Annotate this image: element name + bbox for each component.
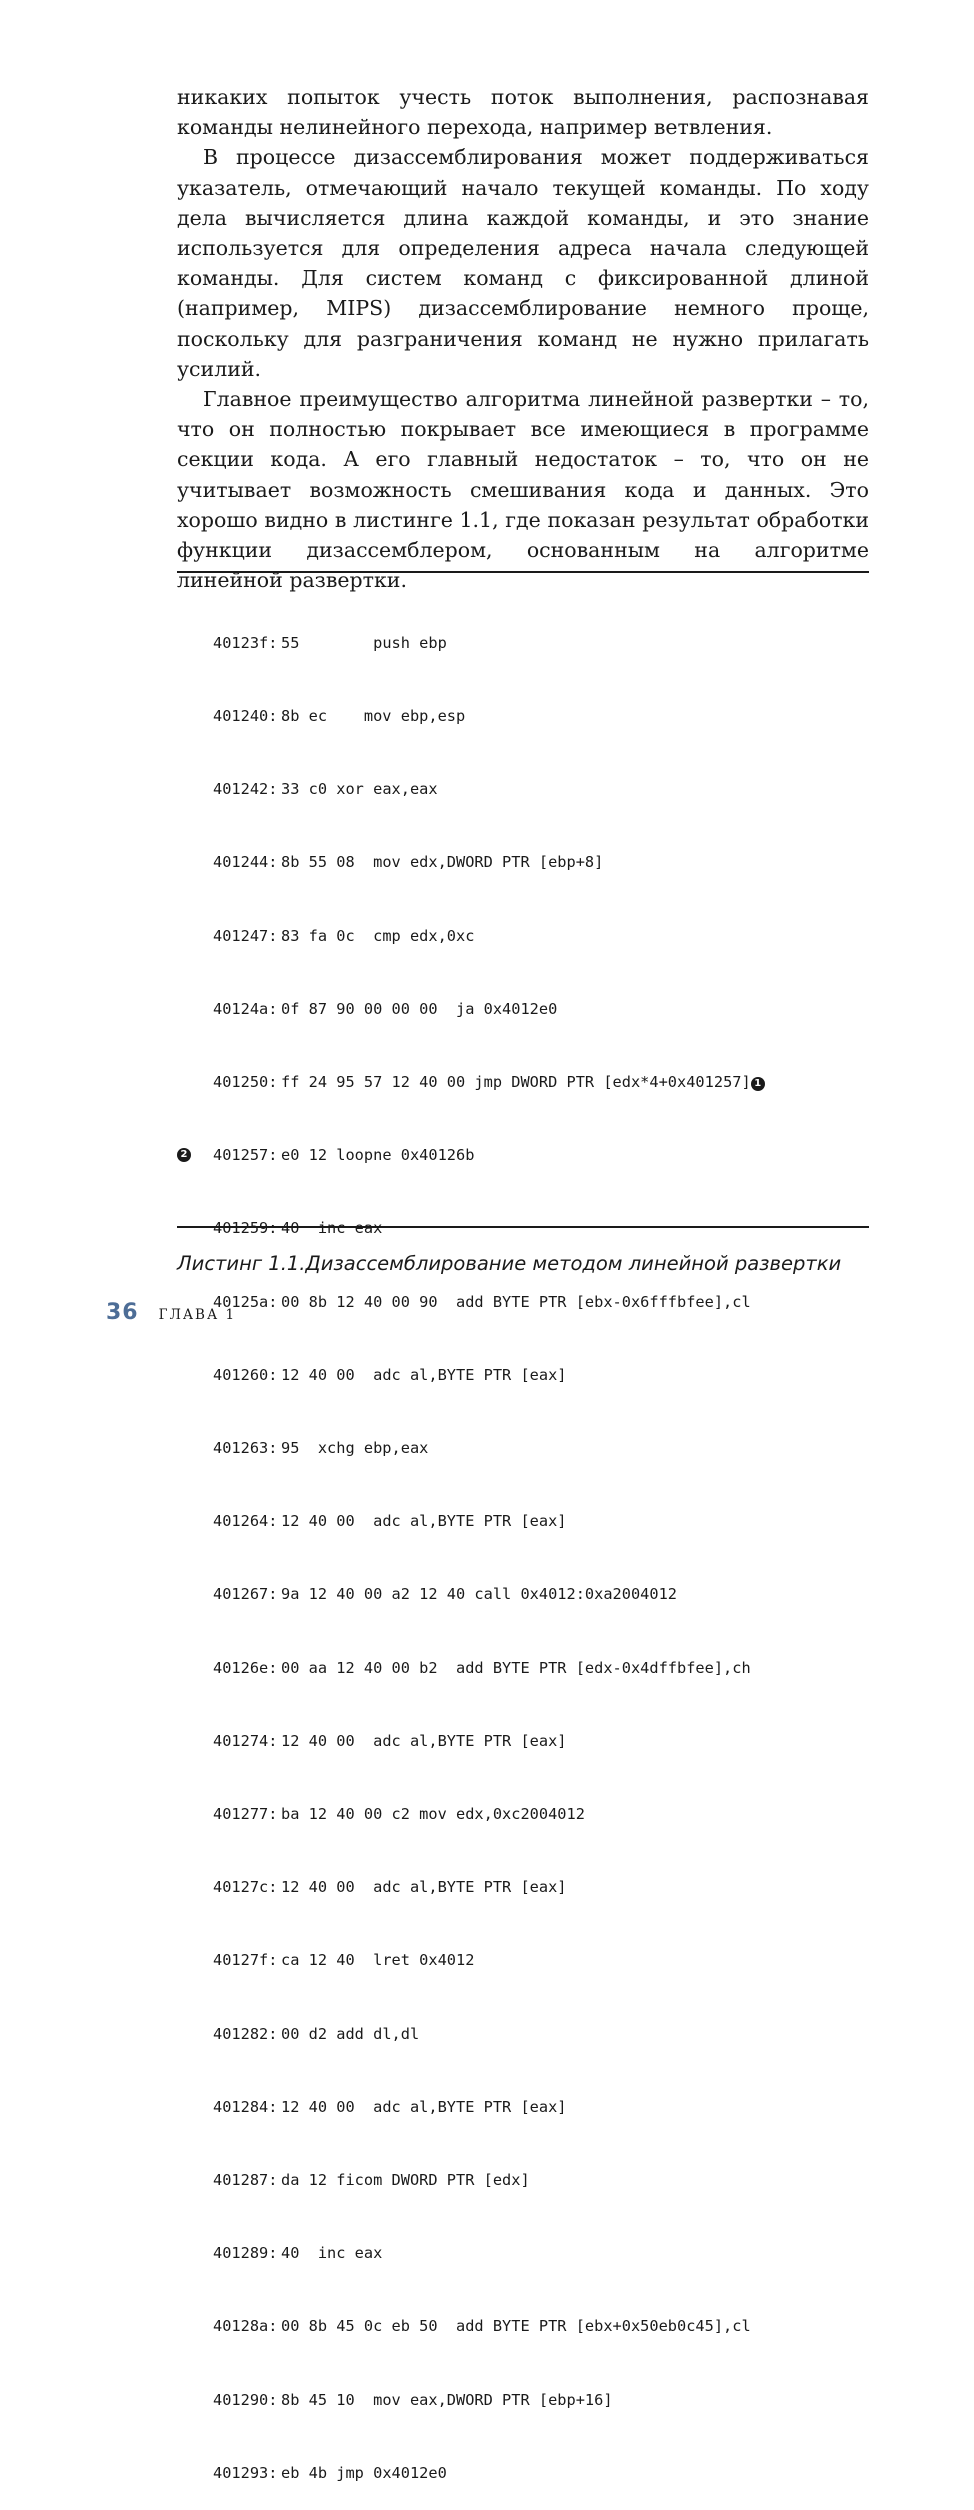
listing-instruction: adc al,BYTE PTR [eax]	[373, 1731, 567, 1750]
listing-bytes: 55	[281, 633, 374, 652]
listing-instruction: ja 0x4012e0	[455, 999, 558, 1018]
listing-bytes: 00 d2	[281, 2024, 337, 2043]
paragraph-2: В процессе дизассемблирования может поддерживаться указатель, отмечающий начало текущей команды. По ходу дела вычисляется длина каждой команды, и это знание используется для определения адреса начала следующей команды. Для систем команд с фиксированной длиной (например, MIPS) дизассемблирование немного проще, поскольку для разграничения команд не нужно прилагать усилий.	[177, 145, 869, 381]
listing-instruction: adc al,BYTE PTR [eax]	[373, 1365, 567, 1384]
listing-bytes: 12 40 00	[281, 1731, 374, 1750]
listing-bytes: 12 40 00	[281, 1878, 374, 1897]
listing-line	[213, 631, 873, 655]
listing-address: 40123f:	[213, 633, 278, 652]
listing-instruction: cmp edx,0xc	[373, 926, 475, 945]
listing-instruction: xchg ebp,eax	[317, 1439, 429, 1458]
listing-bytes: ca 12 40	[281, 1951, 374, 1970]
listing-bytes: e0 12	[281, 1146, 337, 1165]
listing-line	[213, 2168, 873, 2192]
listing-bytes: 00 8b 45 0c eb 50	[281, 2317, 456, 2336]
listing-address: 401284:	[213, 2097, 278, 2116]
listing-address: 40128a:	[213, 2317, 278, 2336]
listing-instruction: jmp DWORD PTR [edx*4+0x401257]	[474, 1073, 751, 1092]
listing-bytes: 12 40 00	[281, 2097, 374, 2116]
listing-instruction: mov edx,DWORD PTR [ebp+8]	[373, 853, 604, 872]
listing-instruction: call 0x4012:0xa2004012	[474, 1585, 678, 1604]
listing-line	[213, 1509, 873, 1533]
paragraph-3: Главное преимущество алгоритма линейной развертки – то, что он полностью покрывает все имеющиеся в программе секции кода. А его главный недостаток – то, что он не учитывает возможность смешивания кода и данных. Это хорошо видно в листинге 1.1, где показан результат обработки функции дизассемблером, основанным на алгоритме линейной развертки.	[177, 387, 869, 593]
listing-instruction: mov eax,DWORD PTR [ebp+16]	[373, 2390, 613, 2409]
listing-instruction: mov ebp,esp	[363, 707, 466, 726]
listing-line	[213, 997, 873, 1021]
listing-address: 401259:	[213, 1219, 278, 1238]
listing-address: 401263:	[213, 1439, 278, 1458]
listing-top-rule	[177, 571, 869, 573]
listing-bytes: 8b 45 10	[281, 2390, 374, 2409]
listing-bytes: 12 40 00	[281, 1512, 374, 1531]
listing-address: 401264:	[213, 1512, 278, 1531]
listing-bytes: 8b 55 08	[281, 853, 374, 872]
listing-line	[213, 2314, 873, 2338]
listing-bytes: 12 40 00	[281, 1365, 374, 1384]
listing-bytes: 00 aa 12 40 00 b2	[281, 1658, 456, 1677]
page-footer	[106, 1300, 236, 1325]
listing-address: 401282:	[213, 2024, 278, 2043]
callout-marker-2: 2	[177, 1148, 191, 1162]
listing-instruction: inc eax	[317, 2244, 383, 2263]
listing-line	[213, 777, 873, 801]
listing-address: 401277:	[213, 1805, 278, 1824]
listing-bytes: 40	[281, 1219, 318, 1238]
listing-address: 401289:	[213, 2244, 278, 2263]
listing-instruction: jmp 0x4012e0	[336, 2463, 447, 2482]
listing-instruction: xor eax,eax	[336, 780, 438, 799]
listing-instruction: adc al,BYTE PTR [eax]	[373, 1878, 567, 1897]
listing-bytes: 95	[281, 1439, 318, 1458]
listing-bottom-rule	[177, 1226, 869, 1228]
listing-address: 401290:	[213, 2390, 278, 2409]
listing-instruction: add BYTE PTR [edx-0x4dffbfee],ch	[455, 1658, 751, 1677]
listing-address: 401287:	[213, 2171, 278, 2190]
listing-caption: Листинг 1.1.Дизассемблирование методом линейной развертки	[177, 1252, 842, 1275]
listing-line	[213, 1656, 873, 1680]
listing-instruction: adc al,BYTE PTR [eax]	[373, 2097, 567, 2116]
listing-address: 401247:	[213, 926, 278, 945]
listing-address: 401242:	[213, 780, 278, 799]
listing-address: 40127c:	[213, 1878, 278, 1897]
listing-bytes: 00 8b 12 40 00 90	[281, 1292, 456, 1311]
listing-bytes: 83 fa 0c	[281, 926, 374, 945]
listing-instruction: add BYTE PTR [ebx-0x6fffbfee],cl	[455, 1292, 751, 1311]
listing-line	[213, 1290, 873, 1314]
listing-bytes: ba 12 40 00 c2	[281, 1805, 420, 1824]
listing-line	[180, 1143, 873, 1167]
listing-bytes: eb 4b	[281, 2463, 337, 2482]
listing-line	[213, 704, 873, 728]
listing-instruction: ficom DWORD PTR [edx]	[336, 2171, 530, 2190]
listing-line	[213, 1070, 873, 1094]
listing-instruction: add BYTE PTR [ebx+0x50eb0c45],cl	[455, 2317, 751, 2336]
listing-instruction: mov edx,0xc2004012	[419, 1805, 585, 1824]
listing-bytes: 9a 12 40 00 a2 12 40	[281, 1585, 475, 1604]
listing-address: 40126e:	[213, 1658, 278, 1677]
listing-address: 40127f:	[213, 1951, 278, 1970]
listing-line	[213, 2388, 873, 2412]
listing-address: 401240:	[213, 707, 278, 726]
listing-address: 401293:	[213, 2463, 278, 2482]
listing-bytes: da 12	[281, 2171, 337, 2190]
listing-bytes: ff 24 95 57 12 40 00	[281, 1073, 475, 1092]
listing-line	[213, 1802, 873, 1826]
listing-instruction: lret 0x4012	[373, 1951, 475, 1970]
listing-address: 401274:	[213, 1731, 278, 1750]
listing-line	[213, 1729, 873, 1753]
listing-instruction: inc eax	[317, 1219, 383, 1238]
listing-line	[213, 2241, 873, 2265]
listing-line	[213, 2461, 873, 2485]
listing-line	[213, 1363, 873, 1387]
listing-address: 40124a:	[213, 999, 278, 1018]
listing-address: 401267:	[213, 1585, 278, 1604]
listing-address: 40125a:	[213, 1292, 278, 1311]
listing-line	[213, 850, 873, 874]
listing-line	[213, 1582, 873, 1606]
listing-line	[213, 1948, 873, 1972]
paragraph-1: никаких попыток учесть поток выполнения, распознавая команды нелинейного перехода, например ветвления.	[177, 85, 869, 140]
listing-line	[213, 2022, 873, 2046]
listing-bytes: 8b ec	[281, 707, 364, 726]
listing-address: 401250:	[213, 1073, 278, 1092]
chapter-label: ГЛАВА 1	[158, 1307, 237, 1323]
listing-line	[213, 1216, 873, 1240]
listing-instruction: push ebp	[373, 633, 447, 652]
listing-bytes: 0f 87 90 00 00 00	[281, 999, 456, 1018]
listing-line	[213, 2095, 873, 2119]
listing-line	[213, 1436, 873, 1460]
listing-bytes: 40	[281, 2244, 318, 2263]
listing-instruction: loopne 0x40126b	[336, 1146, 475, 1165]
page-number: 36	[106, 1300, 139, 1325]
listing-address: 401260:	[213, 1365, 278, 1384]
callout-marker-1: 1	[751, 1077, 765, 1091]
listing-line	[213, 1875, 873, 1899]
listing-line	[213, 924, 873, 948]
listing-instruction: add dl,dl	[336, 2024, 420, 2043]
listing-address: 401244:	[213, 853, 278, 872]
listing-address: 401257:	[213, 1146, 278, 1165]
listing-instruction: adc al,BYTE PTR [eax]	[373, 1512, 567, 1531]
listing-bytes: 33 c0	[281, 780, 337, 799]
body-text	[177, 82, 869, 595]
